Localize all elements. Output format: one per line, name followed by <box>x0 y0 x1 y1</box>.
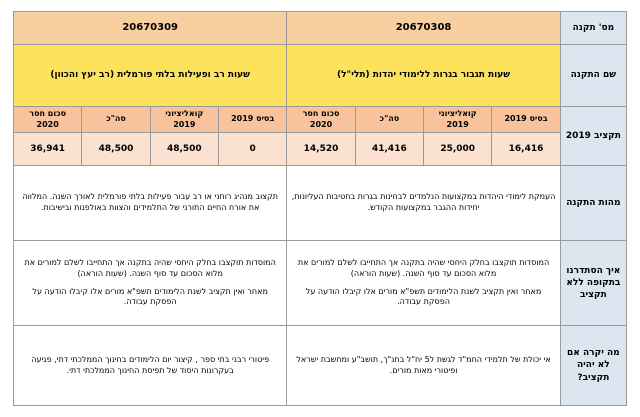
p1-missing-value: 14,520 <box>287 133 355 166</box>
program-1-essence: העמקת לימודי היהדות במקצועות הנלמדים לבחינות בגרות בחטיבות העליונות, יחידות ההגבר במקצועות הקודש. <box>287 166 560 241</box>
program-1-name: שעות תגבור בגרות ללימודי יהדות (תלי"ל) <box>287 45 560 107</box>
p2-missing-value: 36,941 <box>14 133 82 166</box>
program-2-funded-p1: המוסדות תוקצבו בחלק היחסי שהיה בתקנה אך התחייבו לשלם למורים את מלוא הסכום עד סוף השנה. (שעות הוראה) <box>24 257 276 278</box>
p2-coalition-value: 48,500 <box>150 133 218 166</box>
p2-total-header: סה"כ <box>82 107 150 133</box>
row-name <box>14 45 627 107</box>
p2-missing-header: סכום חסר 2020 <box>14 107 82 133</box>
program-2-essence: תקצוב מנהיג רוחני או רב עבור פעילות בלתי פורמלית לאורך השנה. המלווה את אורח החיים התורני של התלמידים והצוות באולפנות ובישיבות. <box>14 166 287 241</box>
program-1-funded <box>287 241 560 326</box>
row-code <box>14 12 627 45</box>
p1-base-value: 16,416 <box>492 133 560 166</box>
label-budget: תקציב 2019 <box>560 107 626 166</box>
p2-base-header: בסיס 2019 <box>218 107 286 133</box>
p1-base-header: בסיס 2019 <box>492 107 560 133</box>
p1-total-value: 41,416 <box>355 133 423 166</box>
p1-coalition-value: 25,000 <box>424 133 492 166</box>
row-essence <box>14 166 627 241</box>
p1-missing-header: סכום חסר 2020 <box>287 107 355 133</box>
row-budget-values <box>14 133 627 166</box>
p1-coalition-header: קואליציוני 2019 <box>424 107 492 133</box>
label-name: שם התקנה <box>560 45 626 107</box>
program-2-name: שעות רב ופעילות בלתי פורמלית (רב יעץ והכוון) <box>14 45 287 107</box>
program-1-risk: אי יכולת של תלמידי החמ"ד לגשת ל5 יח"ל בתנ"ך, תושב"ע ומחשבת ישראל ופיטורי מאות מורים. <box>287 326 560 406</box>
program-2-funded <box>14 241 287 326</box>
program-2-risk: פיטורי רבני בתי ספר , קיצור יום הלימודים בחינוך הממלכתי דתי, פגיעה בעקרונות היסוד של תפיסת החינוך הממלכתי דתי. <box>14 326 287 406</box>
label-essence: מהות התקנה <box>560 166 626 241</box>
label-funded: איך הסתדרנו בתקופה ללא תקציב <box>560 241 626 326</box>
program-2-code: 20670309 <box>14 12 287 45</box>
p1-total-header: סה"כ <box>355 107 423 133</box>
program-1-funded-p1: המוסדות תוקצבו בחלק היחסי שהיה בתקנה אך התחייבו לשלם למורים את מלוא הסכום עד סוף השנה. (שעות הוראה) <box>297 257 550 278</box>
label-code: מס' תקנה <box>560 12 626 45</box>
program-2-funded-p2: מאחר ואין תקציב לשנת הלימודים תשפ"א מורים אלו קיבלו הודעה על הפסקת עבודה. <box>32 286 268 307</box>
row-budget-headers <box>14 107 627 133</box>
p2-coalition-header: קואליציוני 2019 <box>150 107 218 133</box>
label-risk: מה יקרה אם לא יהיה תקציב? <box>560 326 626 406</box>
p2-base-value: 0 <box>218 133 286 166</box>
row-risk <box>14 326 627 406</box>
row-funded <box>14 241 627 326</box>
p2-total-value: 48,500 <box>82 133 150 166</box>
budget-table <box>13 11 627 406</box>
program-1-funded-p2: מאחר ואין תקציב לשנת הלימודים תשפ"א מורים אלו קיבלו הודעה על הפסקת עבודה. <box>305 286 542 307</box>
program-1-code: 20670308 <box>287 12 560 45</box>
